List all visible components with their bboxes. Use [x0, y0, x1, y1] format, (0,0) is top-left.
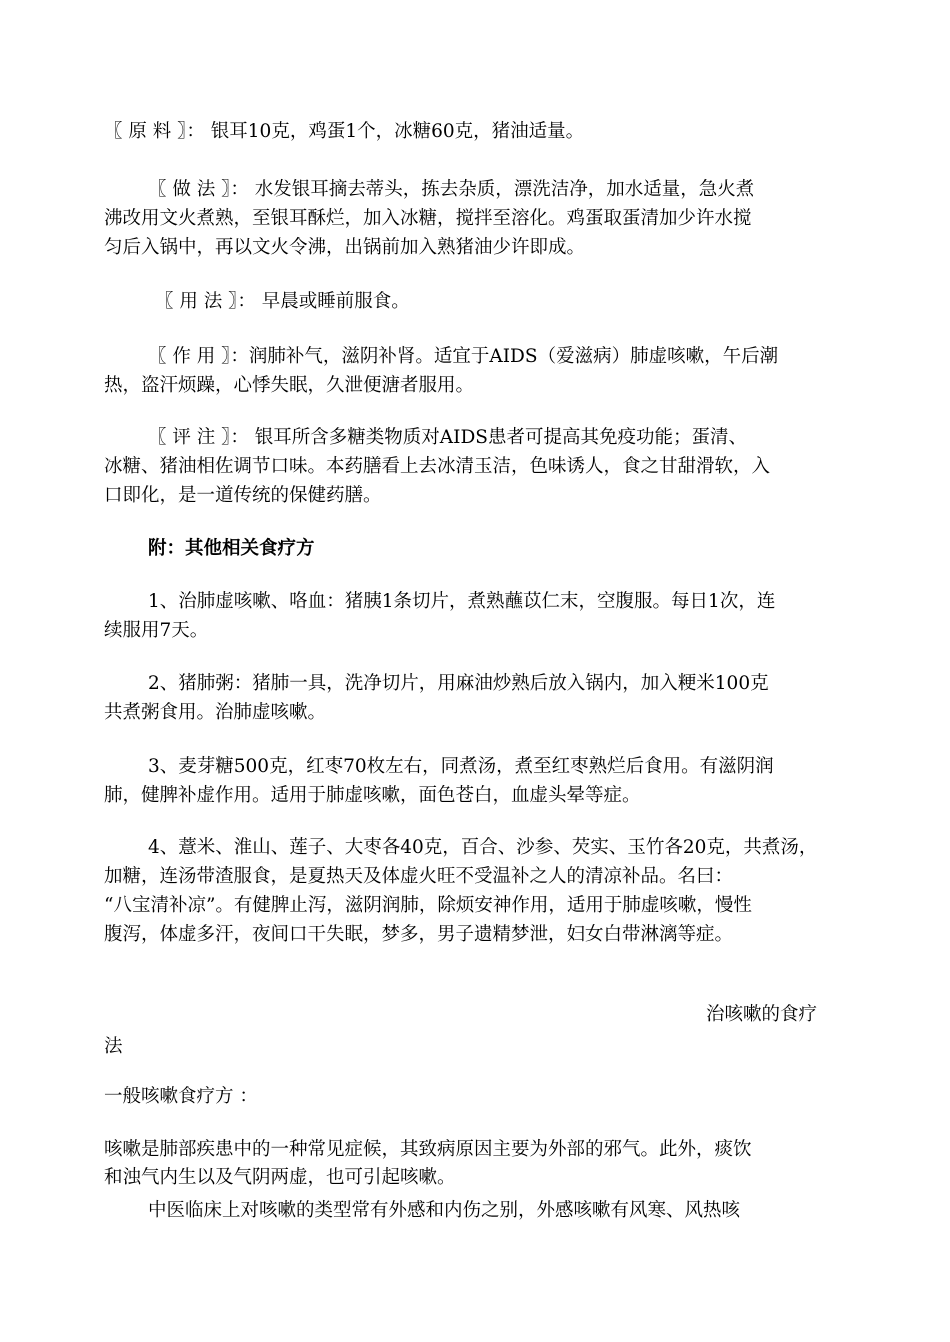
effect-line-1: 〖 作 用 〗：润肺补气，滋阴补肾。适宜于AIDS（爱滋病）肺虚咳嗽，午后潮	[148, 346, 779, 367]
method-line-1: 〖 做 法 〗： 水发银耳摘去蒂头，拣去杂质，漂洗洁净，加水适量，急火煮	[148, 179, 755, 200]
section-subheading: 一般咳嗽食疗方 ：	[104, 1086, 258, 1107]
section-para-1-line-2: 和浊气内生以及气阴两虚，也可引起咳嗽。	[104, 1167, 456, 1188]
comment-line-2: 冰糖、猪油相佐调节口味。本药膳看上去冰清玉洁，色味诱人，食之甘甜滑软，入	[104, 456, 771, 477]
appendix-item-2-line-1: 2、猪肺粥：猪肺一具，洗净切片，用麻油炒熟后放入锅内，加入粳米100克	[148, 673, 769, 694]
section-title-part-1: 治咳嗽的食疗	[706, 1004, 818, 1025]
appendix-item-3-line-2: 肺，健脾补虚作用。适用于肺虚咳嗽，面色苍白，血虚头晕等症。	[104, 785, 641, 806]
appendix-item-4-line-4: 腹泻，体虚多汗，夜间口干失眠，梦多，男子遗精梦泄，妇女白带淋漓等症。	[104, 924, 734, 945]
section-para-1-line-1: 咳嗽是肺部疾患中的一种常见症候，其致病原因主要为外部的邪气。此外，痰饮	[104, 1139, 752, 1160]
ingredients-line: 〖 原 料 〗： 银耳10克，鸡蛋1个，冰糖60克，猪油适量。	[104, 121, 585, 142]
appendix-item-4-line-2: 加糖，连汤带渣服食，是夏热天及体虚火旺不受温补之人的清凉补品。名曰：	[104, 866, 734, 887]
appendix-item-4-line-3: “八宝清补凉”。有健脾止泻，滋阴润肺，除烦安神作用，适用于肺虚咳嗽，慢性	[104, 895, 752, 916]
comment-line-3: 口即化，是一道传统的保健药膳。	[104, 485, 382, 506]
section-para-2-line-1: 中医临床上对咳嗽的类型常有外感和内伤之别，外感咳嗽有风寒、风热咳	[148, 1200, 741, 1221]
comment-line-1: 〖 评 注 〗： 银耳所含多糖类物质对AIDS患者可提高其免疫功能；蛋清、	[148, 427, 747, 448]
appendix-item-1-line-2: 续服用7天。	[104, 620, 209, 641]
method-line-3: 匀后入锅中，再以文火令沸，出锅前加入熟猪油少许即成。	[104, 237, 586, 258]
section-title-part-2: 法	[104, 1036, 123, 1057]
appendix-item-2-line-2: 共煮粥食用。治肺虚咳嗽。	[104, 702, 327, 723]
appendix-item-4-line-1: 4、薏米、淮山、莲子、大枣各40克，百合、沙参、芡实、玉竹各20克，共煮汤，	[148, 837, 818, 858]
usage-line: 〖 用 法 〗： 早晨或睡前服食。	[155, 291, 410, 312]
appendix-item-3-line-1: 3、麦芽糖500克，红枣70枚左右，同煮汤，煮至红枣熟烂后食用。有滋阴润	[148, 756, 774, 777]
appendix-item-1-line-1: 1、治肺虚咳嗽、咯血：猪胰1条切片，煮熟蘸苡仁末，空腹服。每日1次，连	[148, 591, 776, 612]
effect-line-2: 热，盗汗烦躁，心悸失眠，久泄便溏者服用。	[104, 375, 475, 396]
method-line-2: 沸改用文火煮熟，至银耳酥烂，加入冰糖，搅拌至溶化。鸡蛋取蛋清加少许水搅	[104, 208, 752, 229]
appendix-heading: 附：其他相关食疗方	[148, 538, 315, 559]
